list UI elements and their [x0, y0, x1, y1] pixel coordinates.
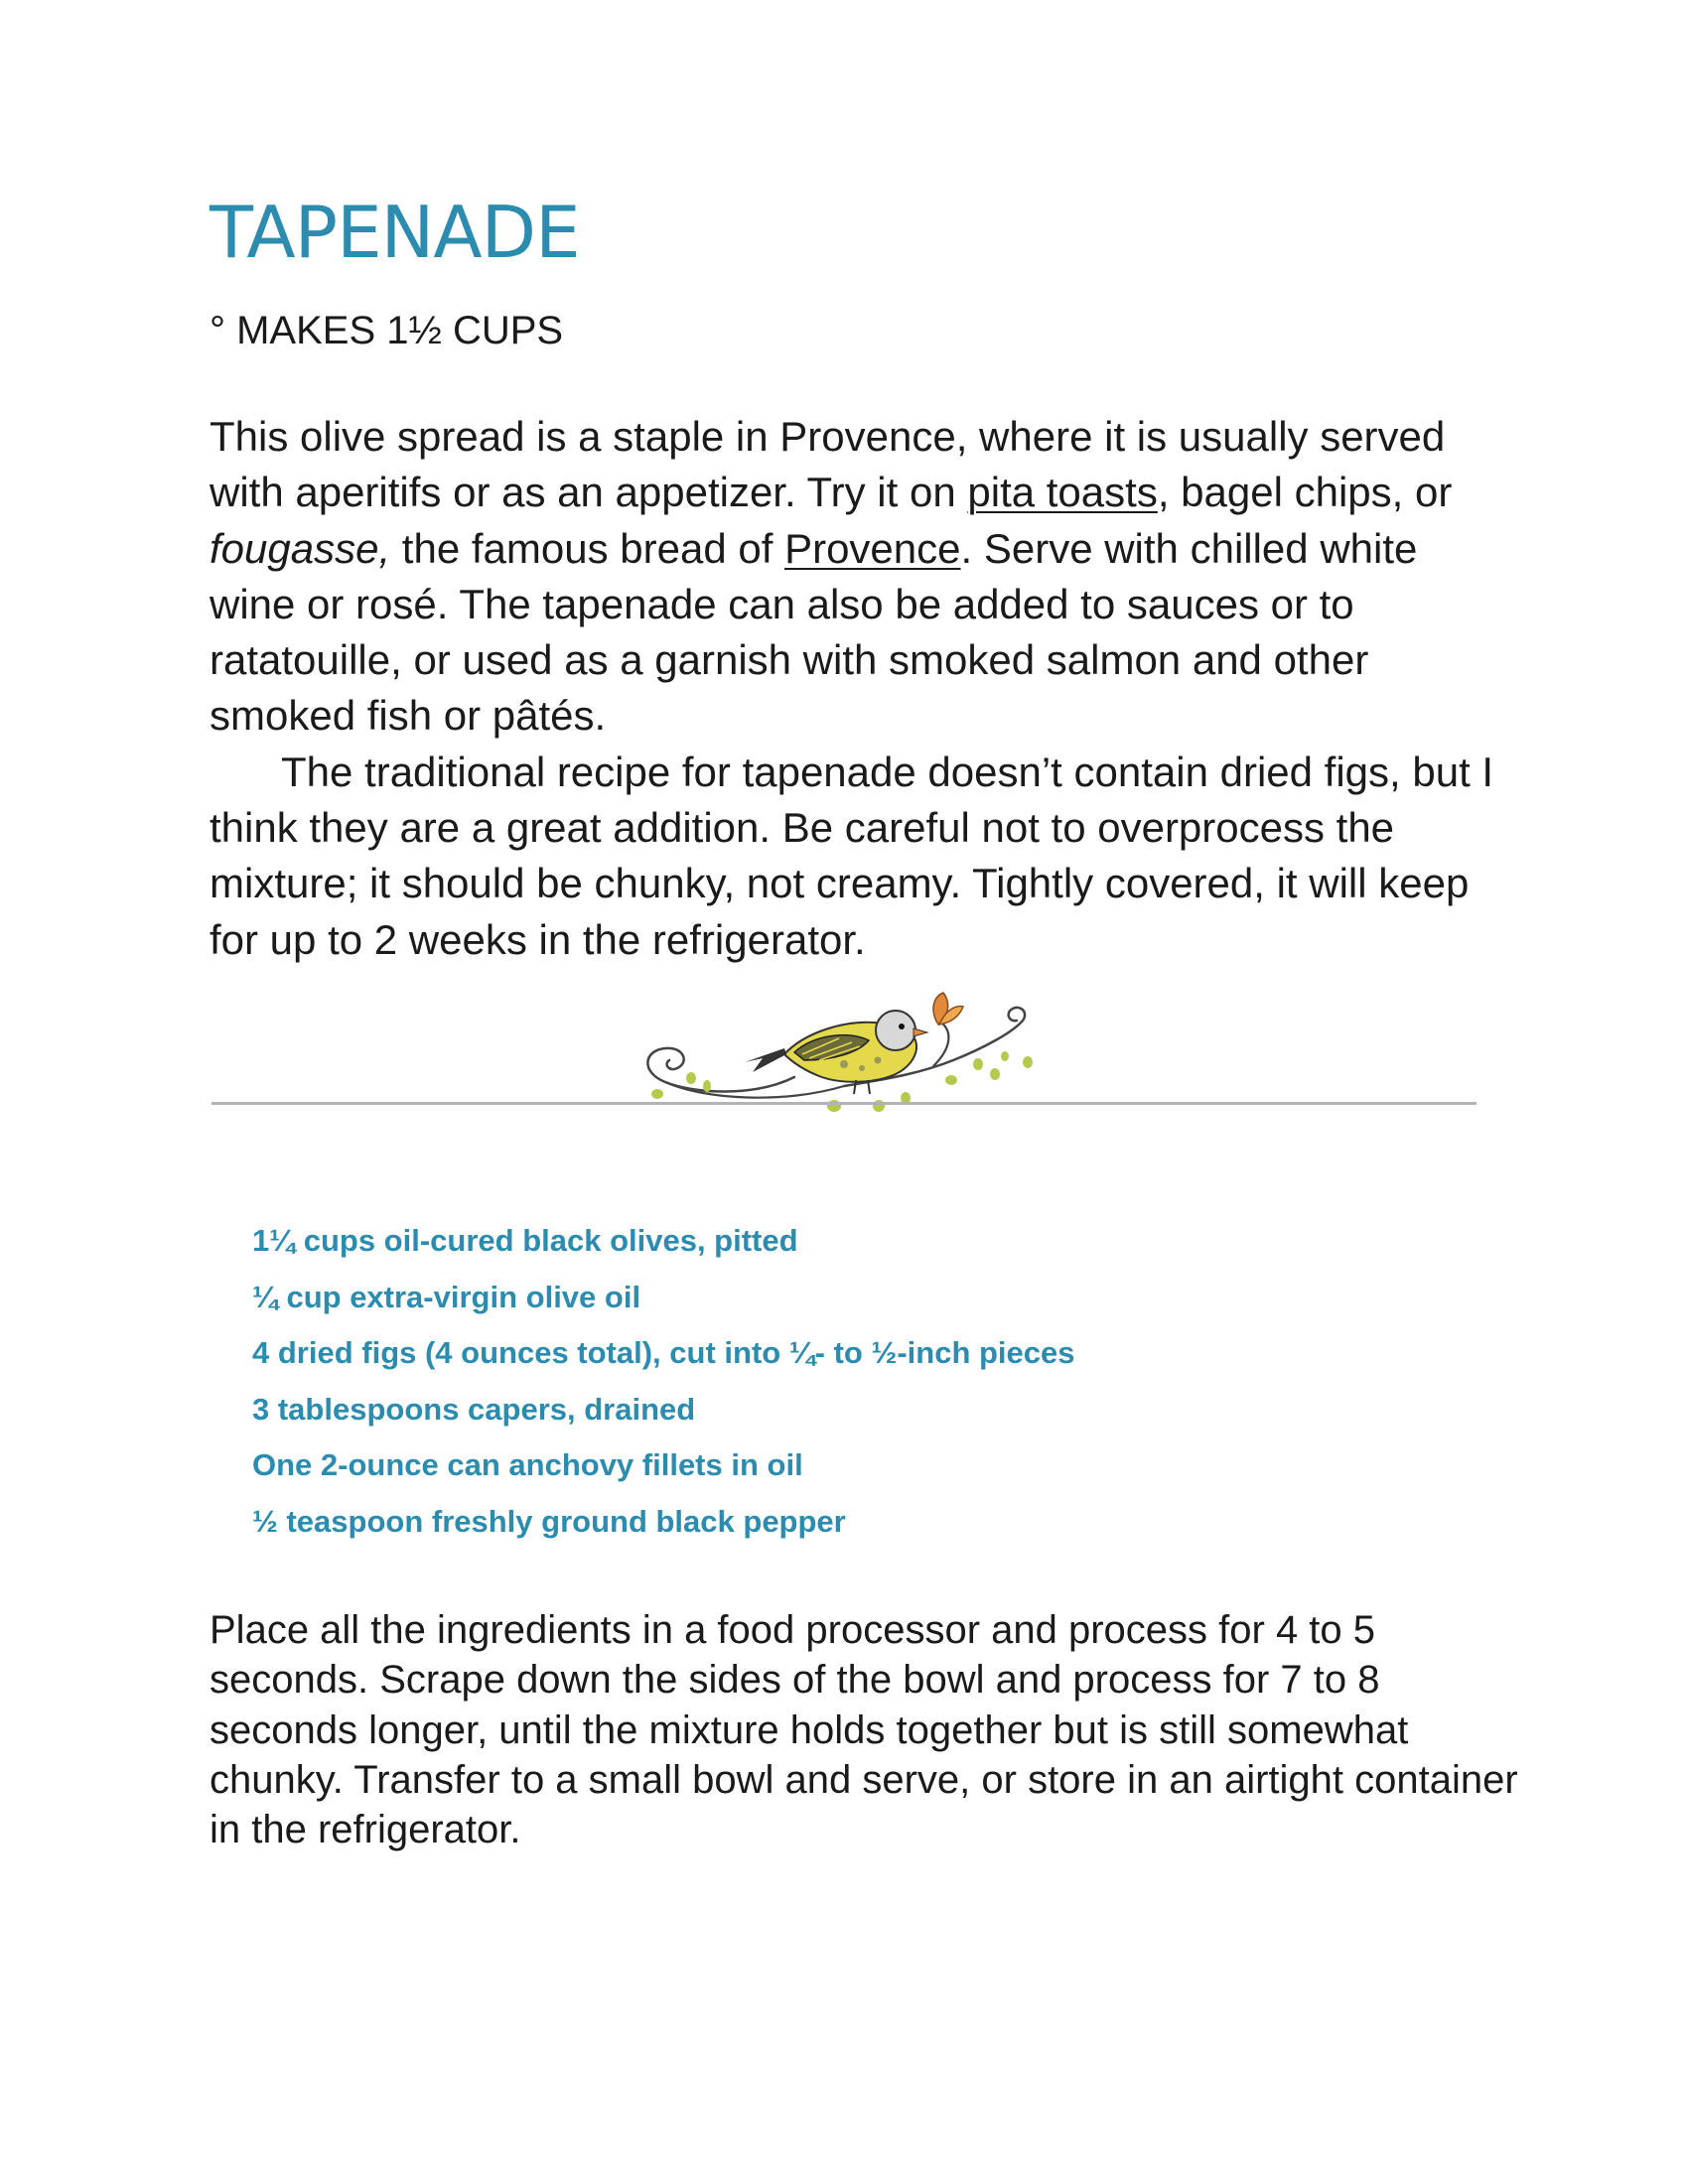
ingredient-item: ¼ cup extra-virgin olive oil [252, 1279, 641, 1314]
ingredients-list [252, 1224, 1075, 1561]
fougasse-term: fougasse, [210, 524, 391, 572]
intro-text: This olive spread is a staple in Provence, where it is usually served with aperitifs or as an appetizer. Try it on [210, 413, 1446, 516]
pita-toasts-link[interactable]: pita toasts [967, 469, 1158, 516]
recipe-yield: ° MAKES 1½ CUPS [210, 309, 564, 352]
recipe-intro [210, 409, 1500, 968]
provence-link[interactable]: Provence [784, 524, 961, 572]
intro-text: , bagel chips, or [1157, 469, 1453, 516]
intro-paragraph-2: The traditional recipe for tapenade doesn’t contain dried figs, but I think they are a great addition. Be careful not to overprocess the mixture; it should be chunky, not creamy. Tightly covered, it will keep for up to 2 weeks in the refrigerator. [210, 748, 1494, 963]
ingredient-item: 4 dried figs (4 ounces total), cut into ¼- to ½-inch pieces [252, 1335, 1075, 1370]
bird-on-branch-illustration [635, 983, 1053, 1132]
intro-text: . Serve with chilled white wine or rosé. The tapenade can also be added to sauces or to ratatouille, or used as a garnish with smoked salmon and other smoked fish or pâtés. [210, 524, 1418, 740]
recipe-title: TAPENADE [210, 191, 580, 274]
section-divider [211, 1102, 1477, 1105]
intro-text: the famous bread of [390, 524, 785, 572]
ingredient-item: 3 tablespoons capers, drained [252, 1391, 696, 1427]
ingredient-item: One 2-ounce can anchovy fillets in oil [252, 1447, 803, 1482]
intro-paragraph-1 [210, 409, 1500, 745]
ingredient-item: ½ teaspoon freshly ground black pepper [252, 1503, 846, 1539]
recipe-method: Place all the ingredients in a food processor and process for 4 to 5 seconds. Scrape down the sides of the bowl and process for 7 to 8 seconds longer, until the mixture holds together but is still somewhat chunky. Transfer to a small bowl and serve, or store in an airtight container in the refrigerator. [210, 1608, 1518, 1852]
ingredient-item: 1¼ cups oil-cured black olives, pitted [252, 1223, 798, 1258]
